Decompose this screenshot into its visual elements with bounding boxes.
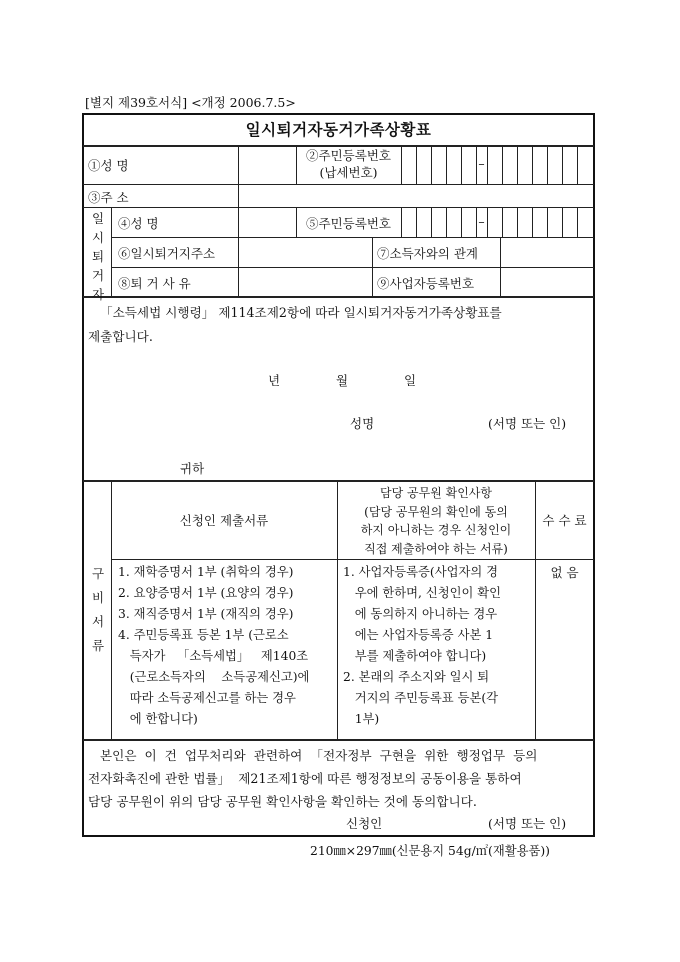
rule <box>111 237 594 238</box>
rule <box>577 207 578 237</box>
rule <box>83 184 594 185</box>
list-item: 득자가 「소득세법」 제140조 <box>118 649 309 663</box>
reason-label: ⑧퇴 거 사 유 <box>118 276 191 291</box>
mover-side-label: 일시퇴거자 <box>91 211 105 302</box>
list-item: 1. 사업자등록증(사업자의 경 <box>343 565 499 579</box>
rule <box>517 207 518 237</box>
list-item: (근로소득자의 소득공제신고)에 <box>118 670 310 684</box>
rule <box>83 480 594 482</box>
rule <box>461 207 462 237</box>
mover-name-label: ④성 명 <box>118 216 159 231</box>
rule <box>577 146 578 184</box>
rule <box>431 146 432 184</box>
signer-label: 성명 <box>350 416 375 431</box>
rule <box>111 267 594 268</box>
form-header <box>85 93 296 111</box>
rule <box>83 739 594 741</box>
rule <box>416 146 417 184</box>
rule <box>547 207 548 237</box>
rule <box>431 207 432 237</box>
applicant-rrn-label: ②주민등록번호 (납세번호) <box>306 148 391 180</box>
rule <box>446 207 447 237</box>
mover-rrn-label: ⑤주민등록번호 <box>306 216 391 231</box>
rule <box>532 146 533 184</box>
list-item: 에 한합니다) <box>118 712 198 726</box>
rule <box>416 207 417 237</box>
list-item: 2. 본래의 주소지와 일시 퇴 <box>343 670 490 684</box>
rule <box>238 207 239 296</box>
paper-spec: 210㎜×297㎜(신문용지 54g/㎡(재활용품)) <box>310 844 550 858</box>
move-address-label: ⑥일시퇴거지주소 <box>118 246 216 261</box>
rule <box>111 559 594 560</box>
rrn-dash: – <box>478 156 485 171</box>
rule <box>517 146 518 184</box>
applicant-docs-list <box>118 562 309 730</box>
rule <box>401 207 402 237</box>
rule <box>238 146 239 207</box>
rule <box>500 237 501 296</box>
rule <box>111 207 112 296</box>
page-title: 일시퇴거자동거가족상황표 <box>245 120 432 139</box>
date-year-label: 년 <box>268 373 281 388</box>
statement-line-2: 제출합니다. <box>88 329 153 344</box>
revision-date: <개정 2006.7.5> <box>191 95 296 110</box>
consent-line: 본인은 이 건 업무처리와 관련하여 「전자정부 구현을 위한 행정업무 등의 <box>88 748 538 763</box>
list-item: 따라 소득공제신고를 하는 경우 <box>118 691 296 705</box>
rule <box>562 146 563 184</box>
rule <box>461 146 462 184</box>
list-item: 1. 재학증명서 1부 (취학의 경우) <box>118 565 294 579</box>
list-item: 에는 사업자등록증 사본 1 <box>343 628 494 642</box>
list-item: 거지의 주민등록표 등본(각 <box>343 691 499 705</box>
rule <box>401 146 402 184</box>
consent-text <box>88 744 537 813</box>
consent-sign-note: (서명 또는 인) <box>488 816 567 831</box>
list-item: 부를 제출하여야 합니다) <box>343 649 487 663</box>
rule <box>487 207 488 237</box>
rule <box>446 146 447 184</box>
rule <box>487 146 488 184</box>
rule <box>372 237 373 296</box>
col-fee-header: 수 수 료 <box>542 513 587 528</box>
list-item: 2. 요양증명서 1부 (요양의 경우) <box>118 586 294 600</box>
col-applicant-header: 신청인 제출서류 <box>179 513 269 528</box>
list-item: 3. 재직증명서 1부 (재직의 경우) <box>118 607 294 621</box>
list-item: 4. 주민등록표 등본 1부 (근로소 <box>118 628 289 642</box>
date-day-label: 일 <box>404 373 417 388</box>
applicant-name-label: ①성 명 <box>88 158 129 173</box>
list-item: 에 동의하지 아니하는 경우 <box>343 607 498 621</box>
sign-note: (서명 또는 인) <box>488 416 567 431</box>
consent-line: 담당 공무원이 위의 담당 공무원 확인사항을 확인하는 것에 동의합니다. <box>88 794 477 809</box>
date-month-label: 월 <box>336 373 349 388</box>
consent-line: 전자화촉진에 관한 법률」 제21조제1항에 따른 행정정보의 공동이용을 통하여 <box>88 771 522 786</box>
rule <box>502 146 503 184</box>
addressee: 귀하 <box>180 461 205 476</box>
fee-value: 없 음 <box>550 565 579 580</box>
rrn-dash: – <box>478 214 485 229</box>
list-item: 1부) <box>343 712 380 726</box>
rule <box>532 207 533 237</box>
col-official-header: 담당 공무원 확인사항 (담당 공무원의 확인에 동의 하지 아니하는 경우 신청인이 직접 제출하여야 하는 서류) <box>360 486 512 556</box>
rule <box>502 207 503 237</box>
form-number: [별지 제39호서식] <box>85 95 188 110</box>
official-docs-list <box>343 562 501 730</box>
docs-side-label: 구비서류 <box>91 566 105 653</box>
statement-line-1: 「소득세법 시행령」 제114조제2항에 따라 일시퇴거자동거가족상황표를 <box>100 305 502 320</box>
rule <box>83 296 594 298</box>
biz-no-label: ⑨사업자등록번호 <box>377 276 475 291</box>
applicant-address-label: ③주 소 <box>88 190 129 205</box>
consent-signer-label: 신청인 <box>346 816 383 831</box>
rule <box>547 146 548 184</box>
list-item: 우에 한하며, 신청인이 확인 <box>343 586 502 600</box>
relation-label: ⑦소득자와의 관계 <box>377 246 478 261</box>
rule <box>562 207 563 237</box>
